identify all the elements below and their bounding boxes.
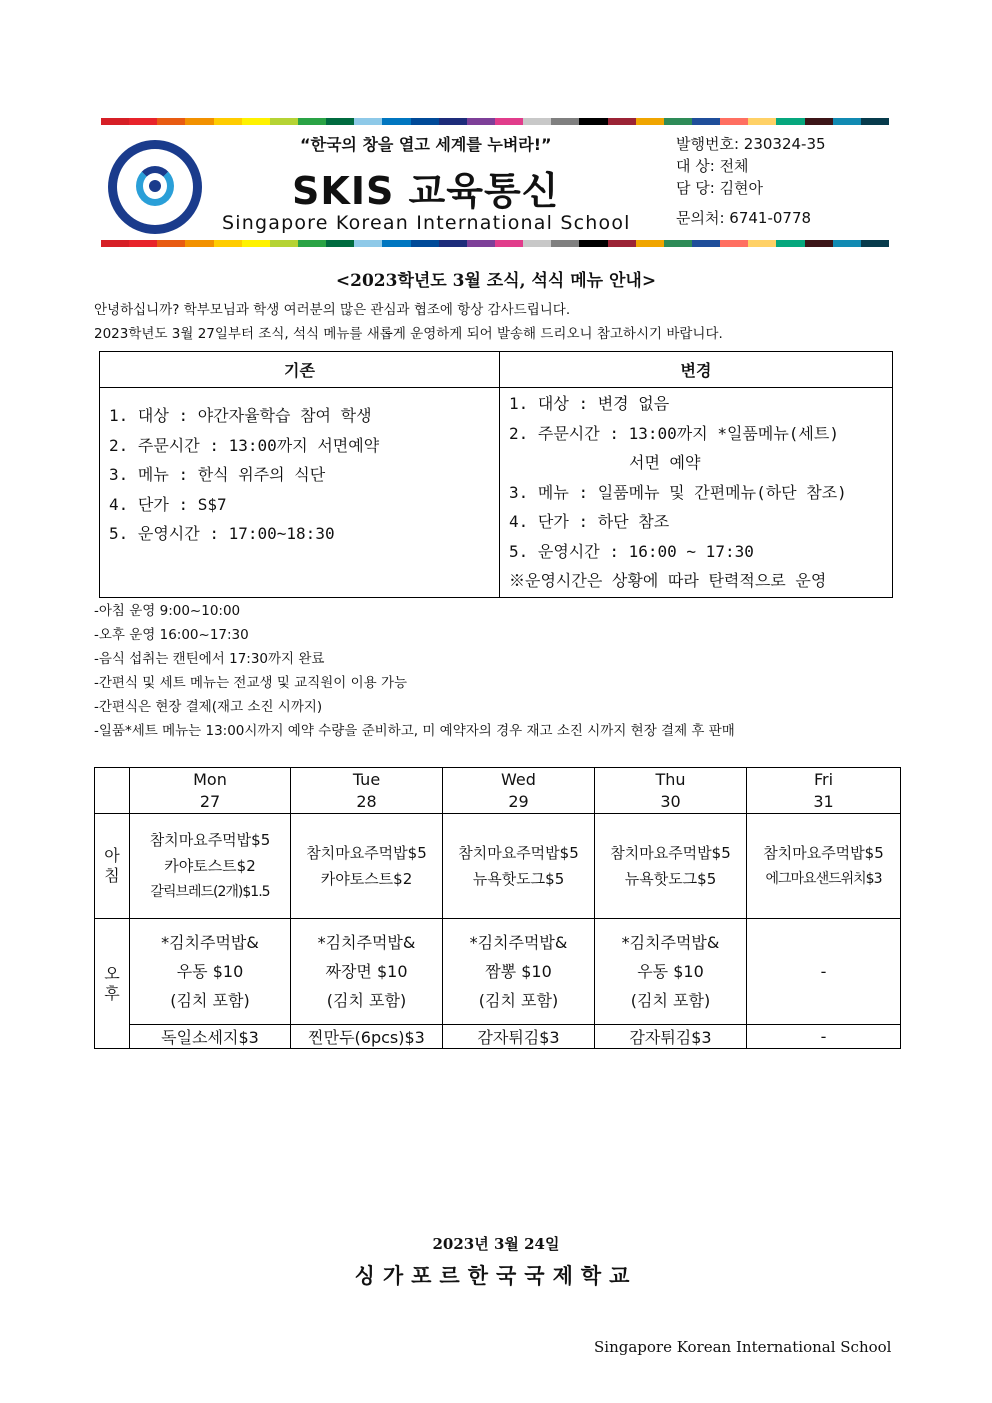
header-stripe-bottom [101,240,889,247]
new-line: ※운영시간은 상황에 따라 탄력적으로 운영 [509,571,827,590]
stripe-segment [861,240,889,247]
stripe-segment [636,240,664,247]
morning-label: 아침 [95,814,130,919]
intro-line-2: 2023학년도 3월 27일부터 조식, 석식 메뉴를 새롭게 운영하게 되어 발송해 드리오니 참고하시기 바랍니다. [94,326,723,342]
stripe-segment [748,240,776,247]
stripe-segment [551,240,579,247]
afternoon-label: 오후 [95,919,130,1049]
snack-cell: 찐만두(6pcs)$3 [291,1025,443,1049]
old-line: 3. 메뉴 : 한식 위주의 식단 [109,465,326,484]
stripe-segment [720,240,748,247]
stripe-segment [214,118,242,125]
stripe-segment [579,240,607,247]
stripe-segment [326,240,354,247]
stripe-segment [495,240,523,247]
stripe-segment [129,240,157,247]
stripe-segment [608,118,636,125]
info-manager: 담 당: 김현아 [676,179,764,197]
day-header: Thu 30 [595,768,747,814]
info-target: 대 상: 전체 [676,157,749,175]
note-line: -일품*세트 메뉴는 13:00시까지 예약 수량을 준비하고, 미 예약자의 경우 재고 소진 시까지 현장 결제 후 판매 [94,723,735,739]
stripe-segment [833,118,861,125]
newsletter-title: SKIS 교육통신 [292,169,560,213]
new-line: 1. 대상 : 변경 없음 [509,394,670,413]
note-line: -음식 섭취는 캔틴에서 17:30까지 완료 [94,651,325,667]
info-issue-number: 발행번호: 230324-35 [676,135,826,153]
afternoon-set-cell: - [747,919,901,1025]
morning-menu-cell: 참치마요주먹밥$5 카야토스트$2 갈릭브레드(2개)$1.5 [130,814,291,919]
stripe-segment [101,240,129,247]
stripe-segment [523,118,551,125]
stripe-segment [579,118,607,125]
day-header: Tue 28 [291,768,443,814]
old-header: 기존 [100,352,500,388]
stripe-segment [157,118,185,125]
afternoon-set-cell: *김치주먹밥& 우동 $10 (김치 포함) [595,919,747,1025]
notice-heading: <2023학년도 3월 조식, 석식 메뉴 안내> [335,271,657,291]
old-line: 4. 단가 : S$7 [109,494,227,514]
stripe-segment [748,118,776,125]
stripe-segment [157,240,185,247]
new-line: 4. 단가 : 하단 참조 [509,512,670,531]
stripe-segment [382,118,410,125]
morning-menu-cell: 참치마요주먹밥$5 뉴욕핫도그$5 [443,814,595,919]
stripe-segment [411,240,439,247]
note-line: -아침 운영 9:00~10:00 [94,603,241,619]
morning-menu-cell: 참치마요주먹밥$5 카야토스트$2 [291,814,443,919]
old-line: 1. 대상 : 야간자율학습 참여 학생 [109,406,372,425]
stripe-segment [805,240,833,247]
new-policy [500,388,893,598]
stripe-segment [720,118,748,125]
new-line: 서면 예약 [629,453,701,472]
corner-cell [95,768,130,814]
stripe-segment [692,240,720,247]
stripe-segment [692,118,720,125]
stripe-segment [270,240,298,247]
slogan: “한국의 창을 열고 세계를 누벼라!” [300,135,552,154]
snack-cell: - [747,1025,901,1049]
stripe-segment [776,240,804,247]
school-english-name: Singapore Korean International School [222,212,631,234]
stripe-segment [551,118,579,125]
stripe-segment [664,118,692,125]
afternoon-set-cell: *김치주먹밥& 짬뽕 $10 (김치 포함) [443,919,595,1025]
note-line: -오후 운영 16:00~17:30 [94,627,249,643]
school-name-korean: 싱가포르한국국제학교 [354,1263,638,1288]
stripe-segment [382,240,410,247]
stripe-segment [354,240,382,247]
snack-cell: 감자튀김$3 [595,1025,747,1049]
afternoon-set-cell: *김치주먹밥& 우동 $10 (김치 포함) [130,919,291,1025]
note-line: -간편식 및 세트 메뉴는 전교생 및 교직원이 이용 가능 [94,675,408,691]
stripe-segment [185,118,213,125]
new-header: 변경 [500,352,893,388]
stripe-segment [664,240,692,247]
afternoon-set-cell: *김치주먹밥& 짜장면 $10 (김치 포함) [291,919,443,1025]
stripe-segment [326,118,354,125]
stripe-segment [242,240,270,247]
header-stripe-top [101,118,889,125]
stripe-segment [636,118,664,125]
old-line: 5. 운영시간 : 17:00~18:30 [109,524,335,543]
old-policy [100,388,500,598]
new-line: 2. 주문시간 : 13:00까지 *일품메뉴(세트) [509,423,839,443]
stripe-segment [467,240,495,247]
day-header: Fri 31 [747,768,901,814]
stripe-segment [776,118,804,125]
morning-menu-cell: 참치마요주먹밥$5 에그마요샌드위치$3 [747,814,901,919]
stripe-segment [129,118,157,125]
snack-cell: 독일소세지$3 [130,1025,291,1049]
stripe-segment [298,240,326,247]
stripe-segment [298,118,326,125]
old-line: 2. 주문시간 : 13:00까지 서면예약 [109,435,380,455]
stripe-segment [861,118,889,125]
morning-menu-cell: 참치마요주먹밥$5 뉴욕핫도그$5 [595,814,747,919]
day-header: Wed 29 [443,768,595,814]
new-line: 5. 운영시간 : 16:00 ~ 17:30 [509,541,754,561]
stripe-segment [411,118,439,125]
stripe-segment [608,240,636,247]
comparison-table [99,351,893,598]
stripe-segment [270,118,298,125]
stripe-segment [523,240,551,247]
weekly-menu-table [94,767,901,1049]
note-line: -간편식은 현장 결제(재고 소진 시까지) [94,699,323,715]
day-header: Mon 27 [130,768,291,814]
intro-line-1: 안녕하십니까? 학부모님과 학생 여러분의 많은 관심과 협조에 항상 감사드립니다. [94,302,571,318]
stripe-segment [805,118,833,125]
new-line: 3. 메뉴 : 일품메뉴 및 간편메뉴(하단 참조) [509,482,847,502]
snack-cell: 감자튀김$3 [443,1025,595,1049]
stripe-segment [439,240,467,247]
info-contact: 문의처: 6741-0778 [676,209,812,227]
stripe-segment [214,240,242,247]
issue-date: 2023년 3월 24일 [432,1235,560,1253]
stripe-segment [185,240,213,247]
stripe-segment [495,118,523,125]
stripe-segment [354,118,382,125]
stripe-segment [242,118,270,125]
stripe-segment [101,118,129,125]
school-logo [108,140,202,234]
stripe-segment [467,118,495,125]
stripe-segment [833,240,861,247]
stripe-segment [439,118,467,125]
footer-school-name: Singapore Korean International School [594,1338,892,1356]
